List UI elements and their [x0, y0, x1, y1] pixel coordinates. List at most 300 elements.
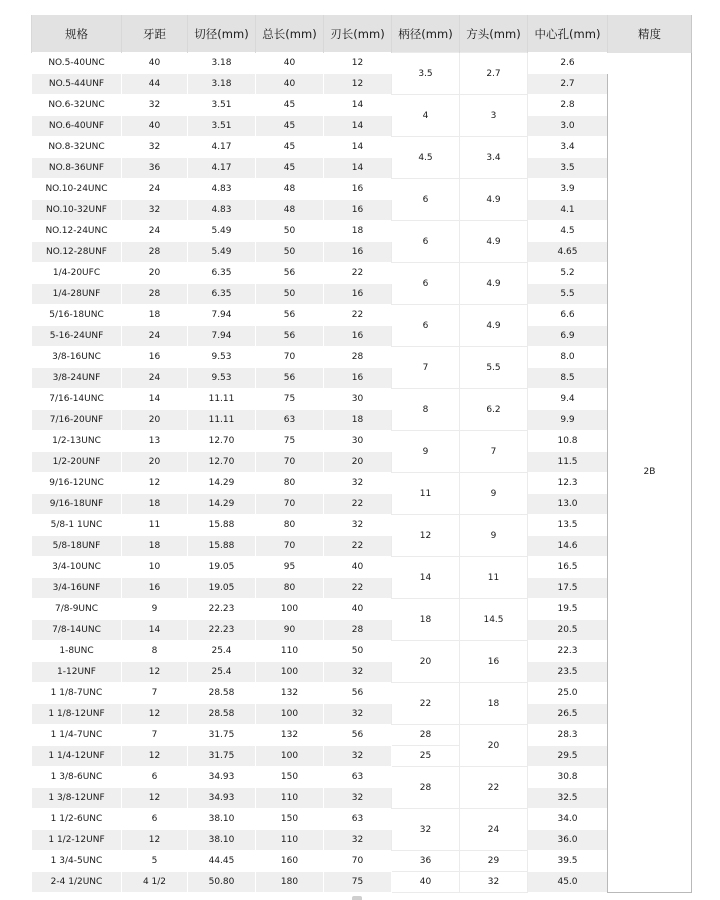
- table-row: [32, 305, 692, 326]
- cell-total-length: 90: [256, 620, 324, 641]
- table-row: [32, 851, 692, 872]
- table-row: [32, 704, 692, 725]
- cell-shank-diameter: 20: [392, 641, 460, 683]
- cell-total-length: 80: [256, 515, 324, 536]
- cell-center-hole: 16.5: [528, 557, 608, 578]
- table-row: [32, 326, 692, 347]
- cell-center-hole: 32.5: [528, 788, 608, 809]
- cell-spec: 3/4-16UNF: [32, 578, 122, 599]
- cell-edge-length: 32: [324, 515, 392, 536]
- cell-cut-diameter: 25.4: [188, 641, 256, 662]
- cell-total-length: 150: [256, 767, 324, 788]
- cell-pitch: 28: [122, 242, 188, 263]
- cell-cut-diameter: 22.23: [188, 599, 256, 620]
- table-row: [32, 53, 692, 74]
- cell-center-hole: 4.5: [528, 221, 608, 242]
- cell-center-hole: 5.2: [528, 263, 608, 284]
- table-row: [32, 410, 692, 431]
- cell-total-length: 45: [256, 158, 324, 179]
- cell-spec: NO.8-36UNF: [32, 158, 122, 179]
- cell-pitch: 5: [122, 851, 188, 872]
- cell-spec: 5/8-1 1UNC: [32, 515, 122, 536]
- table-row: [32, 662, 692, 683]
- cell-center-hole: 23.5: [528, 662, 608, 683]
- cell-pitch: 24: [122, 326, 188, 347]
- cell-total-length: 56: [256, 368, 324, 389]
- cell-center-hole: 6.9: [528, 326, 608, 347]
- header-center-hole: 中心孔(mm): [528, 15, 608, 53]
- table-row: [32, 599, 692, 620]
- cell-pitch: 32: [122, 200, 188, 221]
- cell-center-hole: 45.0: [528, 872, 608, 893]
- header-edge-length: 刃长(mm): [324, 15, 392, 53]
- cell-center-hole: 34.0: [528, 809, 608, 830]
- cell-square: 24: [460, 809, 528, 851]
- cell-edge-length: 22: [324, 494, 392, 515]
- cell-center-hole: 26.5: [528, 704, 608, 725]
- table-row: [32, 515, 692, 536]
- cell-spec: NO.6-32UNC: [32, 95, 122, 116]
- cell-total-length: 100: [256, 662, 324, 683]
- cell-cut-diameter: 31.75: [188, 725, 256, 746]
- cell-square: 3.4: [460, 137, 528, 179]
- cell-cut-diameter: 15.88: [188, 536, 256, 557]
- cell-square: 9: [460, 473, 528, 515]
- cell-center-hole: 17.5: [528, 578, 608, 599]
- cell-total-length: 56: [256, 263, 324, 284]
- cell-pitch: 24: [122, 368, 188, 389]
- cell-square: 16: [460, 641, 528, 683]
- header-pitch: 牙距: [122, 15, 188, 53]
- cell-total-length: 56: [256, 326, 324, 347]
- table-row: [32, 557, 692, 578]
- cell-edge-length: 16: [324, 284, 392, 305]
- cell-cut-diameter: 3.18: [188, 74, 256, 95]
- cell-center-hole: 2.6: [528, 53, 608, 74]
- cell-total-length: 100: [256, 746, 324, 767]
- cell-pitch: 12: [122, 662, 188, 683]
- table-row: [32, 179, 692, 200]
- cell-pitch: 7: [122, 725, 188, 746]
- cell-cut-diameter: 25.4: [188, 662, 256, 683]
- cell-cut-diameter: 4.17: [188, 158, 256, 179]
- cell-cut-diameter: 6.35: [188, 284, 256, 305]
- cell-cut-diameter: 28.58: [188, 704, 256, 725]
- table-row: [32, 620, 692, 641]
- cell-cut-diameter: 11.11: [188, 410, 256, 431]
- cell-pitch: 36: [122, 158, 188, 179]
- cell-cut-diameter: 4.83: [188, 200, 256, 221]
- cell-total-length: 180: [256, 872, 324, 893]
- cell-edge-length: 56: [324, 725, 392, 746]
- cell-spec: 1/4-28UNF: [32, 284, 122, 305]
- cell-center-hole: 3.4: [528, 137, 608, 158]
- cell-square: 4.9: [460, 305, 528, 347]
- cell-total-length: 75: [256, 431, 324, 452]
- cell-total-length: 95: [256, 557, 324, 578]
- cell-edge-length: 50: [324, 641, 392, 662]
- table-row: [32, 683, 692, 704]
- cell-pitch: 18: [122, 305, 188, 326]
- cell-spec: 9/16-12UNC: [32, 473, 122, 494]
- cell-cut-diameter: 12.70: [188, 452, 256, 473]
- cell-cut-diameter: 9.53: [188, 368, 256, 389]
- cell-center-hole: 19.5: [528, 599, 608, 620]
- header-precision: 精度: [608, 15, 692, 53]
- cell-total-length: 80: [256, 473, 324, 494]
- table-row: [32, 431, 692, 452]
- cell-shank-diameter: 40: [392, 872, 460, 893]
- cell-pitch: 32: [122, 95, 188, 116]
- header-cut-diameter: 切径(mm): [188, 15, 256, 53]
- cell-total-length: 40: [256, 74, 324, 95]
- cell-edge-length: 16: [324, 179, 392, 200]
- table-row: [32, 872, 692, 893]
- cell-spec: 1-8UNC: [32, 641, 122, 662]
- cell-spec: 2-4 1/2UNC: [32, 872, 122, 893]
- table-row: [32, 200, 692, 221]
- cell-edge-length: 16: [324, 242, 392, 263]
- cell-edge-length: 70: [324, 851, 392, 872]
- cell-edge-length: 14: [324, 137, 392, 158]
- cell-total-length: 40: [256, 53, 324, 74]
- cell-pitch: 13: [122, 431, 188, 452]
- cell-center-hole: 8.5: [528, 368, 608, 389]
- cell-center-hole: 3.0: [528, 116, 608, 137]
- thread-spec-table: [31, 15, 692, 893]
- cell-center-hole: 11.5: [528, 452, 608, 473]
- cell-spec: 9/16-18UNF: [32, 494, 122, 515]
- cell-edge-length: 63: [324, 767, 392, 788]
- cell-spec: NO.10-32UNF: [32, 200, 122, 221]
- cell-square: 14.5: [460, 599, 528, 641]
- cell-spec: 1 1/4-7UNC: [32, 725, 122, 746]
- cell-spec: 1 3/8-6UNC: [32, 767, 122, 788]
- cell-pitch: 18: [122, 494, 188, 515]
- cell-square: 20: [460, 725, 528, 767]
- cell-center-hole: 30.8: [528, 767, 608, 788]
- cell-cut-diameter: 4.17: [188, 137, 256, 158]
- cell-spec: 5-16-24UNF: [32, 326, 122, 347]
- cell-center-hole: 8.0: [528, 347, 608, 368]
- table-row: [32, 221, 692, 242]
- cell-edge-length: 12: [324, 74, 392, 95]
- cell-shank-diameter: 36: [392, 851, 460, 872]
- cell-edge-length: 16: [324, 200, 392, 221]
- cell-shank-diameter: 8: [392, 389, 460, 431]
- cell-edge-length: 16: [324, 368, 392, 389]
- cell-pitch: 14: [122, 389, 188, 410]
- cell-precision: 2B: [608, 53, 692, 893]
- cell-cut-diameter: 6.35: [188, 263, 256, 284]
- cell-shank-diameter: 6: [392, 263, 460, 305]
- table-row: [32, 116, 692, 137]
- cell-cut-diameter: 5.49: [188, 242, 256, 263]
- cell-edge-length: 18: [324, 410, 392, 431]
- table-row: [32, 137, 692, 158]
- cell-pitch: 12: [122, 746, 188, 767]
- cell-center-hole: 9.9: [528, 410, 608, 431]
- cell-spec: 1/2-13UNC: [32, 431, 122, 452]
- cell-center-hole: 29.5: [528, 746, 608, 767]
- cell-pitch: 8: [122, 641, 188, 662]
- cell-edge-length: 32: [324, 704, 392, 725]
- cell-cut-diameter: 7.94: [188, 305, 256, 326]
- cell-center-hole: 13.5: [528, 515, 608, 536]
- cell-square: 4.9: [460, 221, 528, 263]
- cell-square: 7: [460, 431, 528, 473]
- cell-shank-diameter: 4: [392, 95, 460, 137]
- table-row: [32, 767, 692, 788]
- table-row: [32, 641, 692, 662]
- cell-pitch: 12: [122, 704, 188, 725]
- cell-square: 4.9: [460, 263, 528, 305]
- cell-pitch: 4 1/2: [122, 872, 188, 893]
- header-shank-diameter: 柄径(mm): [392, 15, 460, 53]
- cell-total-length: 48: [256, 200, 324, 221]
- cell-spec: 7/8-9UNC: [32, 599, 122, 620]
- cell-spec: 7/16-20UNF: [32, 410, 122, 431]
- cell-spec: NO.12-28UNF: [32, 242, 122, 263]
- cell-edge-length: 22: [324, 263, 392, 284]
- table-row: [32, 347, 692, 368]
- table-row: [32, 368, 692, 389]
- cell-edge-length: 30: [324, 431, 392, 452]
- cell-spec: 1/4-20UFC: [32, 263, 122, 284]
- cell-total-length: 56: [256, 305, 324, 326]
- table-row: [32, 746, 692, 767]
- table-row: [32, 242, 692, 263]
- cell-total-length: 110: [256, 788, 324, 809]
- cell-spec: 1/2-20UNF: [32, 452, 122, 473]
- cell-edge-length: 32: [324, 662, 392, 683]
- cell-pitch: 18: [122, 536, 188, 557]
- cell-cut-diameter: 14.29: [188, 494, 256, 515]
- cell-square: 22: [460, 767, 528, 809]
- cell-cut-diameter: 22.23: [188, 620, 256, 641]
- cell-square: 3: [460, 95, 528, 137]
- cell-center-hole: 4.65: [528, 242, 608, 263]
- cell-total-length: 50: [256, 221, 324, 242]
- cell-center-hole: 2.8: [528, 95, 608, 116]
- cell-pitch: 9: [122, 599, 188, 620]
- cell-edge-length: 32: [324, 830, 392, 851]
- cell-pitch: 44: [122, 74, 188, 95]
- cell-square: 4.9: [460, 179, 528, 221]
- cell-spec: 5/8-18UNF: [32, 536, 122, 557]
- cell-cut-diameter: 34.93: [188, 788, 256, 809]
- cell-total-length: 45: [256, 137, 324, 158]
- cell-center-hole: 39.5: [528, 851, 608, 872]
- cell-cut-diameter: 28.58: [188, 683, 256, 704]
- cell-shank-diameter: 3.5: [392, 53, 460, 95]
- cell-spec: 3/8-16UNC: [32, 347, 122, 368]
- cell-shank-diameter: 7: [392, 347, 460, 389]
- cell-spec: 1 1/2-6UNC: [32, 809, 122, 830]
- cell-cut-diameter: 19.05: [188, 578, 256, 599]
- cell-spec: NO.5-40UNC: [32, 53, 122, 74]
- cell-spec: 3/4-10UNC: [32, 557, 122, 578]
- cell-spec: 1-12UNF: [32, 662, 122, 683]
- cell-shank-diameter: 4.5: [392, 137, 460, 179]
- cell-total-length: 70: [256, 347, 324, 368]
- cell-center-hole: 5.5: [528, 284, 608, 305]
- cell-center-hole: 28.3: [528, 725, 608, 746]
- cell-spec: 1 1/8-7UNC: [32, 683, 122, 704]
- cell-cut-diameter: 5.49: [188, 221, 256, 242]
- cell-edge-length: 22: [324, 578, 392, 599]
- table-row: [32, 494, 692, 515]
- cell-total-length: 70: [256, 452, 324, 473]
- cell-square: 11: [460, 557, 528, 599]
- cell-square: 9: [460, 515, 528, 557]
- cell-spec: 1 1/8-12UNF: [32, 704, 122, 725]
- header-spec: 规格: [32, 15, 122, 53]
- table-row: [32, 284, 692, 305]
- table-row: [32, 95, 692, 116]
- cell-square: 29: [460, 851, 528, 872]
- table-row: [32, 578, 692, 599]
- cell-total-length: 110: [256, 830, 324, 851]
- cell-cut-diameter: 19.05: [188, 557, 256, 578]
- cell-shank-diameter: 9: [392, 431, 460, 473]
- cell-pitch: 12: [122, 473, 188, 494]
- cell-edge-length: 75: [324, 872, 392, 893]
- cell-pitch: 12: [122, 830, 188, 851]
- cell-pitch: 11: [122, 515, 188, 536]
- cell-edge-length: 22: [324, 536, 392, 557]
- cell-spec: 7/8-14UNC: [32, 620, 122, 641]
- table-row: [32, 473, 692, 494]
- cell-total-length: 150: [256, 809, 324, 830]
- cell-shank-diameter: 6: [392, 305, 460, 347]
- cell-shank-diameter: 22: [392, 683, 460, 725]
- cell-shank-diameter: 6: [392, 221, 460, 263]
- table-body: [32, 53, 692, 893]
- cell-pitch: 20: [122, 410, 188, 431]
- cell-pitch: 14: [122, 620, 188, 641]
- cell-edge-length: 14: [324, 158, 392, 179]
- cell-edge-length: 28: [324, 620, 392, 641]
- cell-total-length: 100: [256, 599, 324, 620]
- cell-center-hole: 9.4: [528, 389, 608, 410]
- cell-center-hole: 20.5: [528, 620, 608, 641]
- cell-total-length: 45: [256, 95, 324, 116]
- cell-total-length: 100: [256, 704, 324, 725]
- cell-shank-diameter: 18: [392, 599, 460, 641]
- cell-edge-length: 56: [324, 683, 392, 704]
- cell-spec: 1 3/8-12UNF: [32, 788, 122, 809]
- cell-center-hole: 25.0: [528, 683, 608, 704]
- cell-cut-diameter: 50.80: [188, 872, 256, 893]
- header-total-length: 总长(mm): [256, 15, 324, 53]
- cell-edge-length: 14: [324, 116, 392, 137]
- cell-pitch: 10: [122, 557, 188, 578]
- cell-pitch: 32: [122, 137, 188, 158]
- cell-spec: NO.10-24UNC: [32, 179, 122, 200]
- cell-spec: NO.5-44UNF: [32, 74, 122, 95]
- cell-center-hole: 36.0: [528, 830, 608, 851]
- cell-total-length: 132: [256, 725, 324, 746]
- cell-center-hole: 2.7: [528, 74, 608, 95]
- cell-edge-length: 32: [324, 746, 392, 767]
- cell-total-length: 75: [256, 389, 324, 410]
- cell-shank-diameter: 11: [392, 473, 460, 515]
- cell-spec: 5/16-18UNC: [32, 305, 122, 326]
- cell-shank-diameter: 25: [392, 746, 460, 767]
- cell-pitch: 24: [122, 221, 188, 242]
- cell-total-length: 63: [256, 410, 324, 431]
- cell-total-length: 132: [256, 683, 324, 704]
- table-row: [32, 809, 692, 830]
- table-row: [32, 74, 692, 95]
- cell-pitch: 40: [122, 116, 188, 137]
- cell-pitch: 6: [122, 809, 188, 830]
- cell-square: 2.7: [460, 53, 528, 95]
- cell-edge-length: 18: [324, 221, 392, 242]
- cell-cut-diameter: 3.18: [188, 53, 256, 74]
- table-row: [32, 830, 692, 851]
- cell-center-hole: 22.3: [528, 641, 608, 662]
- header-row: [32, 15, 692, 53]
- cell-cut-diameter: 34.93: [188, 767, 256, 788]
- cell-edge-length: 40: [324, 557, 392, 578]
- cell-shank-diameter: 6: [392, 179, 460, 221]
- cell-edge-length: 63: [324, 809, 392, 830]
- cell-square: 5.5: [460, 347, 528, 389]
- cell-center-hole: 4.1: [528, 200, 608, 221]
- cell-center-hole: 3.9: [528, 179, 608, 200]
- cell-edge-length: 32: [324, 473, 392, 494]
- cell-cut-diameter: 12.70: [188, 431, 256, 452]
- table-row: [32, 788, 692, 809]
- cell-pitch: 6: [122, 767, 188, 788]
- cell-edge-length: 32: [324, 788, 392, 809]
- cell-pitch: 7: [122, 683, 188, 704]
- cell-cut-diameter: 15.88: [188, 515, 256, 536]
- cell-cut-diameter: 14.29: [188, 473, 256, 494]
- cell-cut-diameter: 7.94: [188, 326, 256, 347]
- cell-spec: 1 1/4-12UNF: [32, 746, 122, 767]
- cell-spec: NO.6-40UNF: [32, 116, 122, 137]
- cell-center-hole: 14.6: [528, 536, 608, 557]
- cell-spec: NO.8-32UNC: [32, 137, 122, 158]
- cell-cut-diameter: 3.51: [188, 116, 256, 137]
- cell-cut-diameter: 44.45: [188, 851, 256, 872]
- cell-spec: NO.12-24UNC: [32, 221, 122, 242]
- cell-cut-diameter: 38.10: [188, 830, 256, 851]
- cell-cut-diameter: 38.10: [188, 809, 256, 830]
- header-square: 方头(mm): [460, 15, 528, 53]
- cell-shank-diameter: 28: [392, 725, 460, 746]
- table-row: [32, 452, 692, 473]
- table-row: [32, 536, 692, 557]
- table-row: [32, 389, 692, 410]
- cell-spec: 1 3/4-5UNC: [32, 851, 122, 872]
- cell-square: 6.2: [460, 389, 528, 431]
- cell-center-hole: 10.8: [528, 431, 608, 452]
- cell-pitch: 16: [122, 578, 188, 599]
- table-row: [32, 158, 692, 179]
- cell-center-hole: 12.3: [528, 473, 608, 494]
- cell-total-length: 70: [256, 536, 324, 557]
- cell-shank-diameter: 32: [392, 809, 460, 851]
- cell-pitch: 12: [122, 788, 188, 809]
- cell-total-length: 110: [256, 641, 324, 662]
- cell-total-length: 45: [256, 116, 324, 137]
- cell-shank-diameter: 28: [392, 767, 460, 809]
- cell-cut-diameter: 3.51: [188, 95, 256, 116]
